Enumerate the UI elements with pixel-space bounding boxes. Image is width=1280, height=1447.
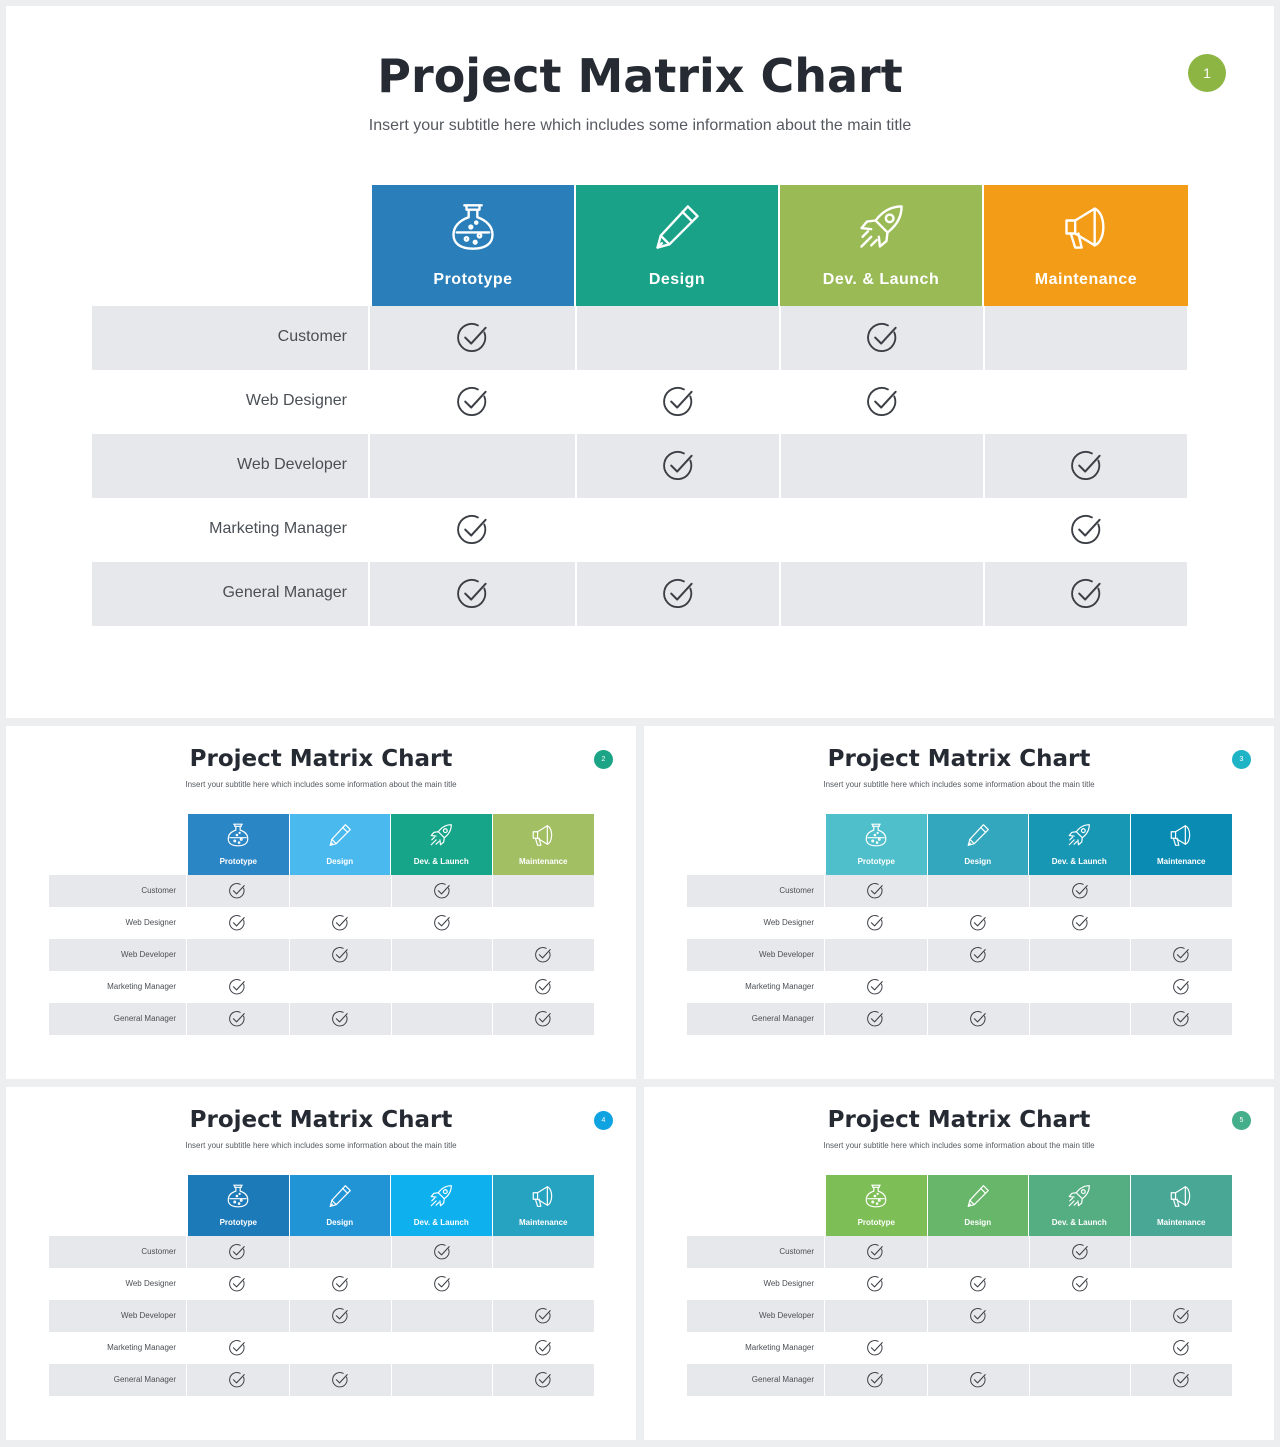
row-label: Marketing Manager — [745, 982, 814, 992]
pencil-icon — [327, 822, 353, 848]
column-divider — [594, 1236, 595, 1396]
row-label: Web Developer — [759, 1311, 814, 1321]
column-divider — [1029, 1236, 1030, 1396]
check-icon — [866, 914, 884, 932]
pencil-icon — [651, 201, 703, 253]
check-icon — [228, 882, 246, 900]
column-header-design — [576, 185, 778, 306]
rocket-icon — [1066, 1183, 1092, 1209]
column-divider — [1232, 875, 1233, 1035]
column-header-label: Maintenance — [1034, 271, 1138, 288]
page-number-badge: 5 — [1232, 1111, 1251, 1130]
column-header-label: Dev. & Launch — [822, 271, 940, 288]
column-divider — [1029, 875, 1030, 1035]
slide-5[interactable] — [644, 1087, 1274, 1440]
column-header-maintenance — [493, 814, 595, 875]
check-icon — [228, 1275, 246, 1293]
row-label: Marketing Manager — [745, 1343, 814, 1353]
row-label: Web Developer — [121, 950, 176, 960]
megaphone-icon — [1168, 1183, 1194, 1209]
slide-4[interactable] — [6, 1087, 636, 1440]
slide-subtitle: Insert your subtitle here which includes some information about the main title — [823, 1141, 1095, 1150]
flask-icon — [225, 822, 251, 848]
check-icon — [331, 1307, 349, 1325]
column-header-label: Maintenance — [1157, 857, 1206, 866]
row-label: General Manager — [751, 1375, 814, 1385]
check-icon — [433, 1275, 451, 1293]
check-icon — [228, 978, 246, 996]
row-label: Customer — [779, 1247, 814, 1257]
column-header-label: Maintenance — [519, 1218, 568, 1227]
row-label: General Manager — [222, 584, 347, 602]
slide-1[interactable] — [6, 6, 1274, 718]
check-icon — [866, 882, 884, 900]
flask-icon — [863, 1183, 889, 1209]
check-icon — [661, 449, 695, 483]
column-header-dev-launch — [391, 814, 492, 875]
check-icon — [534, 1371, 552, 1389]
row-label: General Manager — [751, 1014, 814, 1024]
check-icon — [331, 1010, 349, 1028]
column-divider — [368, 306, 370, 626]
check-icon — [866, 1339, 884, 1357]
megaphone-icon — [1168, 822, 1194, 848]
slide-title: Project Matrix Chart — [827, 1107, 1091, 1133]
check-icon — [534, 1307, 552, 1325]
slide-subtitle: Insert your subtitle here which includes some information about the main title — [823, 780, 1095, 789]
matrix-table — [6, 1087, 636, 1440]
rocket-icon — [428, 822, 454, 848]
column-divider — [983, 306, 985, 626]
column-header-prototype — [826, 814, 927, 875]
column-header-label: Design — [964, 857, 992, 866]
row-label: Web Designer — [763, 918, 814, 928]
check-icon — [331, 1371, 349, 1389]
slide-2[interactable] — [6, 726, 636, 1079]
check-icon — [1172, 1010, 1190, 1028]
pencil-icon — [327, 1183, 353, 1209]
column-divider — [1232, 1236, 1233, 1396]
column-header-label: Maintenance — [519, 857, 568, 866]
check-icon — [661, 385, 695, 419]
megaphone-icon — [1060, 201, 1112, 253]
column-header-label: Prototype — [857, 1218, 895, 1227]
column-divider — [391, 875, 392, 1035]
check-icon — [1172, 1371, 1190, 1389]
slide-title: Project Matrix Chart — [377, 49, 903, 103]
check-icon — [866, 1010, 884, 1028]
column-divider — [779, 306, 781, 626]
column-header-maintenance — [1131, 814, 1233, 875]
column-divider — [1130, 875, 1131, 1035]
row-label: Customer — [277, 328, 347, 346]
check-icon — [969, 1371, 987, 1389]
column-divider — [927, 1236, 928, 1396]
check-icon — [969, 946, 987, 964]
matrix-table — [6, 726, 636, 1079]
megaphone-icon — [530, 822, 556, 848]
page-number-badge: 2 — [594, 750, 613, 769]
row-label: Marketing Manager — [107, 982, 176, 992]
rocket-icon — [855, 201, 907, 253]
rocket-icon — [428, 1183, 454, 1209]
row-label: Web Designer — [125, 1279, 176, 1289]
check-icon — [661, 577, 695, 611]
column-header-maintenance — [984, 185, 1188, 306]
column-header-prototype — [188, 814, 289, 875]
column-divider — [927, 875, 928, 1035]
check-icon — [331, 1275, 349, 1293]
check-icon — [228, 914, 246, 932]
check-icon — [969, 1010, 987, 1028]
column-divider — [186, 875, 187, 1035]
check-icon — [865, 385, 899, 419]
check-icon — [1172, 1339, 1190, 1357]
flask-icon — [447, 201, 499, 253]
row-label: Web Designer — [763, 1279, 814, 1289]
row-label: Web Designer — [125, 918, 176, 928]
check-icon — [455, 513, 489, 547]
pencil-icon — [965, 1183, 991, 1209]
check-icon — [866, 1275, 884, 1293]
column-divider — [1187, 306, 1189, 626]
column-header-label: Design — [964, 1218, 992, 1227]
column-header-dev-launch — [1029, 1175, 1130, 1236]
pencil-icon — [965, 822, 991, 848]
check-icon — [1069, 513, 1103, 547]
check-icon — [455, 321, 489, 355]
column-header-dev-launch — [391, 1175, 492, 1236]
row-label: Customer — [141, 886, 176, 896]
check-icon — [1071, 882, 1089, 900]
row-label: Marketing Manager — [107, 1343, 176, 1353]
row-label: Web Developer — [237, 456, 347, 474]
check-icon — [1071, 1243, 1089, 1261]
row-label: General Manager — [113, 1014, 176, 1024]
row-label: Web Designer — [245, 392, 347, 410]
column-header-design — [290, 1175, 391, 1236]
check-icon — [433, 882, 451, 900]
column-header-maintenance — [493, 1175, 595, 1236]
check-icon — [455, 385, 489, 419]
column-header-label: Maintenance — [1157, 1218, 1206, 1227]
column-header-dev-launch — [1029, 814, 1130, 875]
row-label: Web Developer — [759, 950, 814, 960]
rocket-icon — [1066, 822, 1092, 848]
slide-subtitle: Insert your subtitle here which includes some information about the main title — [368, 117, 912, 134]
row-label: Customer — [779, 886, 814, 896]
check-icon — [866, 1371, 884, 1389]
check-icon — [534, 1339, 552, 1357]
row-label: Customer — [141, 1247, 176, 1257]
column-divider — [391, 1236, 392, 1396]
check-icon — [228, 1243, 246, 1261]
matrix-table — [644, 726, 1274, 1079]
column-header-label: Dev. & Launch — [413, 1218, 469, 1227]
check-icon — [534, 1010, 552, 1028]
check-icon — [455, 577, 489, 611]
column-header-design — [928, 814, 1029, 875]
column-divider — [492, 1236, 493, 1396]
check-icon — [969, 1307, 987, 1325]
column-divider — [575, 306, 577, 626]
column-header-label: Prototype — [219, 1218, 257, 1227]
check-icon — [1071, 914, 1089, 932]
column-header-prototype — [372, 185, 574, 306]
page-number-badge: 3 — [1232, 750, 1251, 769]
row-label: General Manager — [113, 1375, 176, 1385]
column-header-label: Design — [326, 1218, 354, 1227]
check-icon — [1172, 1307, 1190, 1325]
check-icon — [866, 1243, 884, 1261]
slide-subtitle: Insert your subtitle here which includes some information about the main title — [185, 1141, 457, 1150]
column-header-label: Prototype — [857, 857, 895, 866]
check-icon — [1172, 978, 1190, 996]
column-header-label: Dev. & Launch — [1051, 857, 1107, 866]
column-header-dev-launch — [780, 185, 982, 306]
column-header-prototype — [826, 1175, 927, 1236]
flask-icon — [225, 1183, 251, 1209]
check-icon — [534, 946, 552, 964]
column-divider — [289, 1236, 290, 1396]
check-icon — [1069, 577, 1103, 611]
column-header-label: Design — [326, 857, 354, 866]
check-icon — [331, 914, 349, 932]
check-icon — [969, 1275, 987, 1293]
check-icon — [228, 1371, 246, 1389]
column-header-design — [928, 1175, 1029, 1236]
row-label: Marketing Manager — [209, 520, 347, 538]
row-label: Web Developer — [121, 1311, 176, 1321]
column-divider — [824, 875, 825, 1035]
column-divider — [594, 875, 595, 1035]
check-icon — [1172, 946, 1190, 964]
slide-title: Project Matrix Chart — [189, 746, 453, 772]
column-header-label: Prototype — [219, 857, 257, 866]
check-icon — [433, 914, 451, 932]
page-number-badge: 4 — [594, 1111, 613, 1130]
column-header-label: Dev. & Launch — [1051, 1218, 1107, 1227]
check-icon — [534, 978, 552, 996]
check-icon — [331, 946, 349, 964]
slide-subtitle: Insert your subtitle here which includes some information about the main title — [185, 780, 457, 789]
page-number-badge: 1 — [1188, 54, 1226, 92]
check-icon — [433, 1243, 451, 1261]
check-icon — [866, 978, 884, 996]
check-icon — [969, 914, 987, 932]
column-header-design — [290, 814, 391, 875]
column-divider — [289, 875, 290, 1035]
check-icon — [1069, 449, 1103, 483]
column-divider — [186, 1236, 187, 1396]
check-icon — [228, 1339, 246, 1357]
check-icon — [1071, 1275, 1089, 1293]
slide-title: Project Matrix Chart — [189, 1107, 453, 1133]
matrix-table — [644, 1087, 1274, 1440]
column-header-prototype — [188, 1175, 289, 1236]
megaphone-icon — [530, 1183, 556, 1209]
slide-title: Project Matrix Chart — [827, 746, 1091, 772]
column-divider — [1130, 1236, 1131, 1396]
flask-icon — [863, 822, 889, 848]
check-icon — [228, 1010, 246, 1028]
column-divider — [492, 875, 493, 1035]
column-header-label: Design — [648, 271, 706, 288]
column-header-label: Prototype — [433, 271, 513, 288]
column-divider — [824, 1236, 825, 1396]
column-header-label: Dev. & Launch — [413, 857, 469, 866]
check-icon — [865, 321, 899, 355]
column-header-maintenance — [1131, 1175, 1233, 1236]
slide-3[interactable] — [644, 726, 1274, 1079]
matrix-table — [6, 6, 1274, 718]
